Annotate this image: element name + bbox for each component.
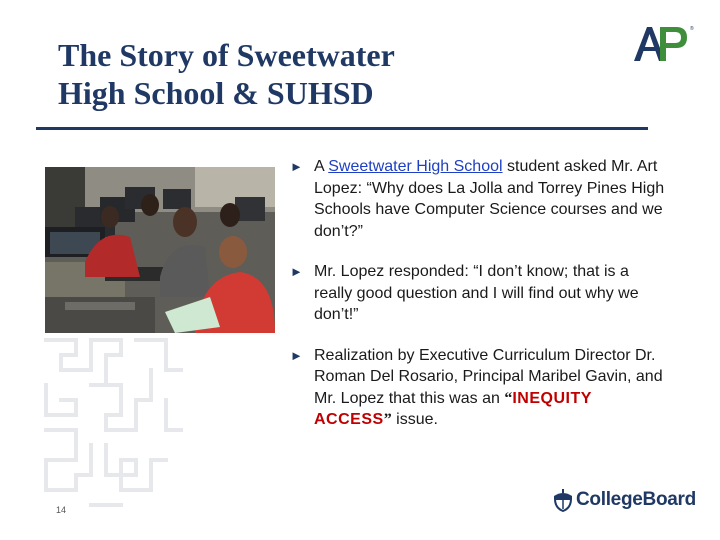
bullet-3-suffix: issue. [391, 411, 438, 428]
title-divider [36, 127, 648, 130]
inequity-access-emphasis: INEQUITY ACCESS [314, 389, 592, 428]
title-line-2: High School & SUHSD [58, 75, 374, 111]
bullet-3 [290, 345, 670, 431]
open-quote: “ [504, 389, 513, 407]
title-line-1: The Story of Sweetwater [58, 37, 395, 73]
decorative-pattern [36, 330, 186, 510]
svg-text:®: ® [690, 26, 694, 32]
slide-title [58, 36, 578, 112]
acorn-icon [552, 488, 574, 512]
bullet-2 [290, 261, 670, 326]
bullet-1-prefix: A [314, 158, 329, 175]
bullet-arrow-icon: ► [290, 159, 303, 174]
college-board-logo [552, 488, 696, 512]
bullet-2-text: Mr. Lopez responded: “I don’t know; that is a really good question and I will find out why we don’t!” [314, 263, 639, 323]
close-quote: ” [383, 411, 392, 428]
college-board-wordmark: CollegeBoard [576, 489, 696, 510]
bullet-arrow-icon: ► [290, 264, 303, 279]
sweetwater-link[interactable]: Sweetwater High School [328, 158, 503, 175]
page-number: 14 [56, 505, 67, 515]
bullet-arrow-icon: ► [290, 347, 303, 363]
bullet-1-text: student asked Mr. Art Lopez: “Why does La Jolla and Torrey Pines High Schools have Computer Science courses and we don’t?” [314, 158, 665, 240]
ap-logo [632, 22, 694, 64]
bullet-1 [290, 156, 670, 242]
classroom-photo [45, 167, 275, 333]
bullet-list [290, 156, 670, 431]
bullet-3-prefix: Realization by Executive Curriculum Director Dr. Roman Del Rosario, Principal Maribel Gavin, and Mr. Lopez that this was an [314, 346, 663, 407]
